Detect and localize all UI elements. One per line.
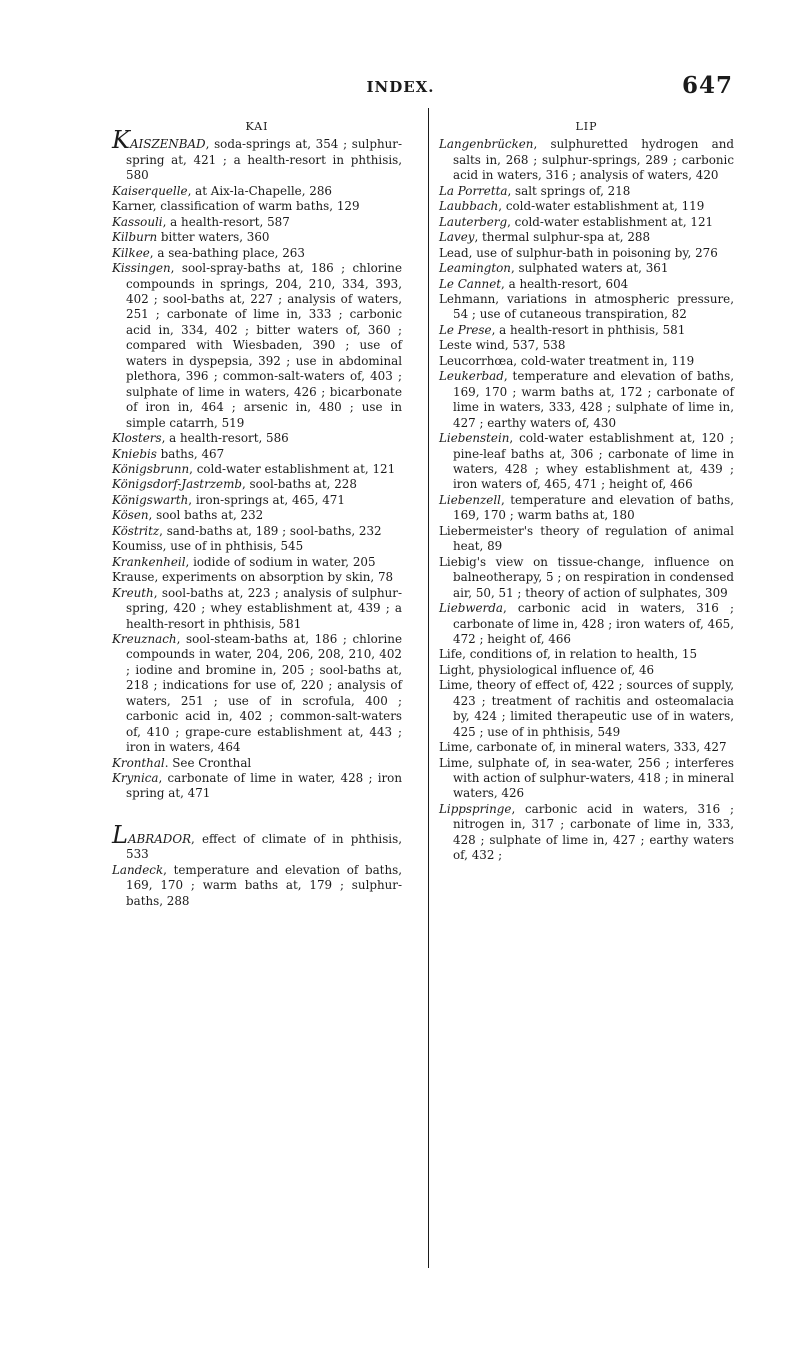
guide-word-right: LIP [575,120,598,133]
index-entry [439,199,734,214]
entry-text: , iodide of sodium in water, 205 [185,554,376,569]
entry-text: , carbonic acid in waters, 316 ; carbonate of lime in, 428 ; iron waters of, 465, 472 ; height of, 466 [453,601,734,646]
entry-text: , cold-water establishment at, 121 [507,214,714,229]
index-entry [112,771,402,802]
index-entry [112,524,402,539]
index-entry [439,369,734,431]
entry-text: Lime, sulphate of, in sea-water, 256 ; interferes with action of sulphur-waters, 418 ; in mineral waters, 426 [439,755,734,801]
entry-heading: Leukerbad [439,369,504,384]
entry-heading: Liebwerda [439,601,503,616]
index-entry [112,493,402,508]
entry-text: Light, physiological influence of, 46 [439,662,655,677]
entry-text: Leucorrhœa, cold-water treatment in, 119 [439,353,695,368]
entry-text: , cold-water establishment at, 120 ; pine-leaf baths at, 306 ; carbonate of lime in waters, 428 ; whey establishment at, 439 ; iron waters of, 465, 471 ; height of, 466 [453,431,734,492]
index-entry [439,338,734,353]
index-entry [439,277,734,292]
l-entries-continued [439,137,734,863]
index-entry [439,555,734,601]
entry-text: Liebermeister's theory of regulation of animal heat, 89 [439,523,734,554]
entry-text: Leste wind, 537, 538 [439,338,566,353]
entry-heading: Lauterberg [439,214,508,229]
entry-heading: Köstritz [112,523,160,538]
entry-text: Liebig's view on tissue-change, influence on balneotherapy, 5 ; on respiration in condensed air, 50, 51 ; theory of action of sulphates, 309 [439,554,734,600]
entry-heading: Le Cannet [439,276,502,291]
entry-heading: Kronthal [112,755,165,770]
index-entry [112,462,402,477]
entry-heading: Kissingen [112,261,171,276]
index-entry [112,199,402,214]
right-column [439,119,734,864]
entry-text: , salt springs of, 218 [507,183,631,198]
index-entry [439,524,734,555]
entry-heading: Liebenstein [439,431,510,446]
section-gap [112,802,402,832]
index-entry [112,447,402,462]
entry-text: , sand-baths at, 189 ; sool-baths, 232 [159,523,382,538]
entry-heading: Königsbrunn [112,461,190,476]
index-entry [112,570,402,585]
index-entry [112,632,402,756]
index-entry [439,647,734,662]
entry-text: , temperature and elevation of baths, 169, 170 ; warm baths at, 172 ; carbonate of lime in waters, 333, 428 ; sulphate of lime in, 427 ; earthy waters of, 430 [453,369,734,430]
entry-text: , cold-water establishment at, 119 [498,199,705,214]
entry-text: , sool-steam-baths at, 186 ; chlorine compounds in water, 204, 206, 208, 210, 402 ; iodine and bromine in, 205 ; sool-baths at, 218 ; indications for use of, 220 ; analysis of waters, 251 ; use of in scrofula, 400 ; carbonic acid in, 402 ; common-salt-waters of, 410 ; grape-cure establishment at, 443 ; iron in waters, 464 [126,631,402,755]
entry-heading: Krankenheil [112,554,186,569]
index-entry [439,493,734,524]
index-entry [112,508,402,523]
entry-heading: Liebenzell [439,492,501,507]
index-entry [112,820,402,863]
index-entry [439,323,734,338]
entry-heading: Landeck [112,862,164,877]
entry-text: , temperature and elevation of baths, 169, 170 ; warm baths at, 180 [453,492,734,523]
entry-text: , carbonic acid in waters, 316 ; nitrogen in, 317 ; carbonate of lime in, 333, 428 ; sulphate of lime in, 427 ; earthy waters of, 432 ; [453,801,734,863]
entry-heading: ABRADOR [127,831,192,846]
index-entry [112,477,402,492]
index-entry [439,601,734,647]
entry-text: , temperature and elevation of baths, 169, 170 ; warm baths at, 179 ; sulphur-baths, 288 [126,862,402,908]
index-entry [439,802,734,864]
entry-text: , sulphuretted hydrogen and salts in, 268 ; sulphur-springs, 289 ; carbonic acid in waters, 316 ; analysis of waters, 420 [453,137,734,183]
entry-heading: La Porretta [439,183,508,198]
entry-text: , soda-springs at, 354 ; sulphur-spring at, 421 ; a health-resort in phthisis, 580 [126,137,402,183]
entry-heading: Krynica [112,771,159,786]
index-entry [112,126,402,183]
index-entry [439,431,734,493]
index-entry [112,431,402,446]
entry-heading: Leamington [439,261,511,276]
index-entry [439,678,734,740]
entry-text: , effect of climate of in phthisis, 533 [126,831,402,862]
entry-heading: AISZENBAD [129,137,206,152]
index-entry [112,246,402,261]
index-entry [439,292,734,323]
entry-text: , sool-spray-baths at, 186 ; chlorine compounds in springs, 204, 210, 334, 393, 402 ; sool-baths at, 227 ; analysis of waters, 251 ; carbonate of lime in, 333 ; carbonic acid in, 334, 402 ; bitter waters of, 360 ; compared with Wiesbaden, 390 ; use of waters in dyspepsia, 392 ; use in abdominal plethora, 396 ; common-salt-waters of, 403 ; sulphate of lime in waters, 426 ; bicarbonate of iron in, 464 ; arsenic in, 480 ; use in simple catarrh, 519 [126,261,402,430]
index-entry [112,586,402,632]
running-head: INDEX. [366,78,435,96]
entry-text: , a health-resort, 586 [161,431,289,446]
index-entry [112,184,402,199]
entry-text: Koumiss, use of in phthisis, 545 [112,539,304,554]
page-number: 647 [681,72,733,99]
entry-heading: Kreuth [112,585,154,600]
entry-text: , sulphated waters at, 361 [510,261,669,276]
entry-heading: Kaiserquelle [112,183,188,198]
entry-heading: Königswarth [112,492,189,507]
entry-text: , thermal sulphur-spa at, 288 [474,230,651,245]
index-entry [112,756,402,771]
index-entry [439,137,734,183]
entry-heading: Lavey [439,230,475,245]
l-entries [112,820,402,909]
entry-heading: Kilkee [112,245,150,260]
entry-heading: Lippspringe [439,801,512,816]
entry-text: , a health-resort, 604 [501,276,629,291]
guide-word-left: KAI [245,120,269,133]
entry-text: , sool-baths at, 223 ; analysis of sulphur-spring, 420 ; whey establishment at, 439 ; a health-resort in phthisis, 581 [126,585,402,631]
entry-text: Karner, classification of warm baths, 129 [112,199,360,214]
entry-text: , cold-water establishment at, 121 [189,461,396,476]
section-initial: L [112,820,128,849]
section-initial: K [112,126,130,155]
index-entry [439,756,734,802]
entry-text: Lead, use of sulphur-bath in poisoning by, 276 [439,245,718,260]
entry-text: . See Cronthal [164,755,252,770]
k-entries [112,126,402,801]
index-entry [439,230,734,245]
index-entry [439,663,734,678]
entry-text: Life, conditions of, in relation to health, 15 [439,647,698,662]
entry-heading: Kassouli [112,214,163,229]
entry-heading: Le Prese [439,322,492,337]
left-column [112,119,402,909]
entry-text: Lehmann, variations in atmospheric pressure, 54 ; use of cutaneous transpiration, 82 [439,291,734,322]
index-entry [112,230,402,245]
index-entry [112,215,402,230]
index-entry [439,184,734,199]
entry-text: , sool baths at, 232 [148,508,264,523]
entry-text: , a sea-bathing place, 263 [149,245,305,260]
index-entry [439,215,734,230]
entry-text: , a health-resort in phthisis, 581 [491,322,686,337]
entry-text: , carbonate of lime in water, 428 ; iron spring at, 471 [126,771,402,801]
entry-text: Lime, carbonate of, in mineral waters, 333, 427 [439,740,727,755]
column-divider [428,108,429,1268]
entry-text: Krause, experiments on absorption by skin, 78 [112,570,394,585]
entry-heading: Langenbrücken [439,137,534,152]
entry-heading: Klosters [112,431,162,446]
entry-heading: Königsdorf-Jastrzemb [112,477,242,492]
entry-heading: Laubbach [439,199,499,214]
entry-text: , sool-baths at, 228 [241,477,357,492]
entry-text: , at Aix-la-Chapelle, 286 [187,183,332,198]
index-entry [112,539,402,554]
index-entry [439,354,734,369]
entry-text: , a health-resort, 587 [162,214,290,229]
index-entry [439,261,734,276]
entry-heading: Kösen [112,508,149,523]
entry-text: bitter waters, 360 [157,230,270,245]
entry-text: Lime, theory of effect of, 422 ; sources of supply, 423 ; treatment of rachitis and osteomalacia by, 424 ; limited therapeutic use of in waters, 425 ; use of in phthisis, 549 [439,678,734,739]
index-entry [112,555,402,570]
index-entry [112,261,402,431]
entry-heading: Kilburn [112,230,158,245]
index-entry [112,863,402,909]
entry-text: baths, 467 [156,446,225,461]
index-entry [439,246,734,261]
index-entry [439,740,734,755]
entry-text: , iron-springs at, 465, 471 [188,492,345,507]
entry-heading: Kreuznach [112,631,177,646]
entry-heading: Kniebis [112,446,157,461]
